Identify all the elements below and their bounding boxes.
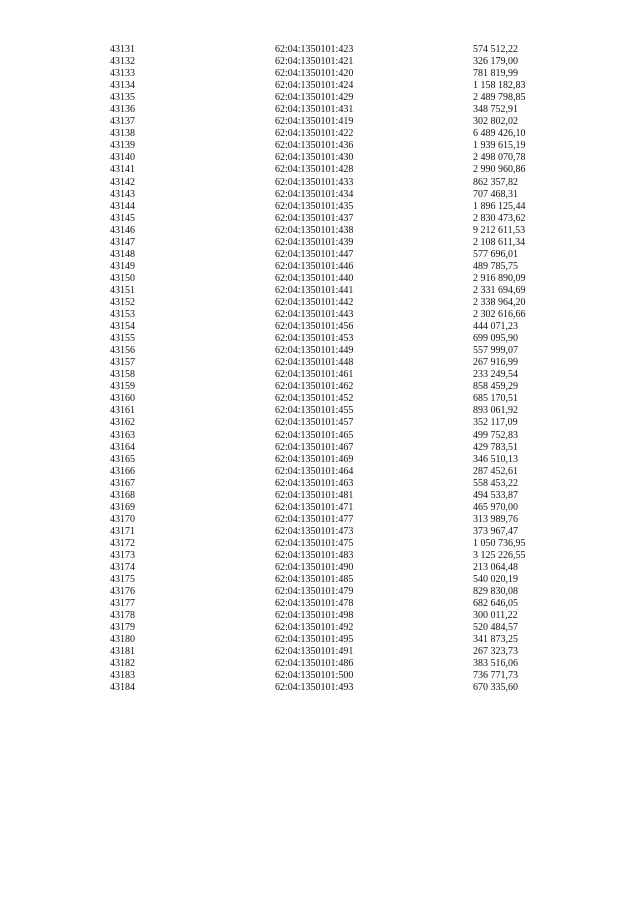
cadastral-value: 233 249,54 bbox=[473, 369, 518, 381]
table-row bbox=[0, 116, 640, 128]
table-row bbox=[0, 189, 640, 201]
table-row bbox=[0, 56, 640, 68]
row-number: 43140 bbox=[110, 152, 135, 164]
cadastral-number: 62:04:1350101:440 bbox=[275, 272, 354, 284]
cadastral-number: 62:04:1350101:498 bbox=[275, 610, 354, 622]
table-row bbox=[0, 622, 640, 634]
cadastral-value: 707 468,31 bbox=[473, 188, 518, 200]
cadastral-value: 9 212 611,53 bbox=[473, 224, 526, 236]
row-number: 43169 bbox=[110, 501, 135, 513]
cadastral-value: 489 785,75 bbox=[473, 260, 518, 272]
row-number: 43136 bbox=[110, 104, 135, 116]
cadastral-number: 62:04:1350101:424 bbox=[275, 80, 354, 92]
table-row bbox=[0, 152, 640, 164]
cadastral-number: 62:04:1350101:475 bbox=[275, 537, 354, 549]
table-row bbox=[0, 574, 640, 586]
cadastral-number: 62:04:1350101:478 bbox=[275, 598, 354, 610]
table-row bbox=[0, 177, 640, 189]
cadastral-value: 494 533,87 bbox=[473, 489, 518, 501]
cadastral-number: 62:04:1350101:490 bbox=[275, 562, 354, 574]
cadastral-value: 2 830 473,62 bbox=[473, 212, 526, 224]
cadastral-number: 62:04:1350101:435 bbox=[275, 200, 354, 212]
table-row bbox=[0, 682, 640, 694]
row-number: 43137 bbox=[110, 116, 135, 128]
row-number: 43141 bbox=[110, 164, 135, 176]
table-row bbox=[0, 670, 640, 682]
cadastral-value: 558 453,22 bbox=[473, 477, 518, 489]
cadastral-number: 62:04:1350101:500 bbox=[275, 670, 354, 682]
table-row bbox=[0, 80, 640, 92]
row-number: 43163 bbox=[110, 429, 135, 441]
table-row bbox=[0, 249, 640, 261]
cadastral-value: 1 939 615,19 bbox=[473, 140, 526, 152]
row-number: 43173 bbox=[110, 549, 135, 561]
cadastral-value: 326 179,00 bbox=[473, 56, 518, 68]
table-row bbox=[0, 357, 640, 369]
cadastral-value: 313 989,76 bbox=[473, 513, 518, 525]
cadastral-number: 62:04:1350101:469 bbox=[275, 453, 354, 465]
row-number: 43182 bbox=[110, 658, 135, 670]
table-row bbox=[0, 562, 640, 574]
cadastral-value: 699 095,90 bbox=[473, 333, 518, 345]
cadastral-number: 62:04:1350101:447 bbox=[275, 248, 354, 260]
row-number: 43179 bbox=[110, 622, 135, 634]
cadastral-value: 6 489 426,10 bbox=[473, 128, 526, 140]
table-row bbox=[0, 333, 640, 345]
cadastral-number: 62:04:1350101:436 bbox=[275, 140, 354, 152]
table-row bbox=[0, 514, 640, 526]
table-row bbox=[0, 381, 640, 393]
cadastral-value: 2 990 960,86 bbox=[473, 164, 526, 176]
cadastral-number: 62:04:1350101:486 bbox=[275, 658, 354, 670]
cadastral-value: 267 323,73 bbox=[473, 646, 518, 658]
row-number: 43138 bbox=[110, 128, 135, 140]
cadastral-value: 2 108 611,34 bbox=[473, 236, 526, 248]
row-number: 43159 bbox=[110, 381, 135, 393]
row-number: 43177 bbox=[110, 598, 135, 610]
cadastral-value: 862 357,82 bbox=[473, 176, 518, 188]
table-row bbox=[0, 128, 640, 140]
cadastral-number: 62:04:1350101:438 bbox=[275, 224, 354, 236]
row-number: 43142 bbox=[110, 176, 135, 188]
cadastral-value: 352 117,09 bbox=[473, 417, 518, 429]
row-number: 43146 bbox=[110, 224, 135, 236]
cadastral-number: 62:04:1350101:422 bbox=[275, 128, 354, 140]
table-row bbox=[0, 454, 640, 466]
table-row bbox=[0, 610, 640, 622]
table-row bbox=[0, 201, 640, 213]
cadastral-value: 213 064,48 bbox=[473, 562, 518, 574]
row-number: 43145 bbox=[110, 212, 135, 224]
table-row bbox=[0, 273, 640, 285]
cadastral-value: 574 512,22 bbox=[473, 44, 518, 55]
table-row bbox=[0, 369, 640, 381]
cadastral-value: 2 916 890,09 bbox=[473, 272, 526, 284]
row-number: 43164 bbox=[110, 441, 135, 453]
row-number: 43134 bbox=[110, 80, 135, 92]
row-number: 43154 bbox=[110, 321, 135, 333]
cadastral-value: 2 498 070,78 bbox=[473, 152, 526, 164]
table-row bbox=[0, 104, 640, 116]
row-number: 43131 bbox=[110, 44, 135, 55]
row-number: 43174 bbox=[110, 562, 135, 574]
row-number: 43178 bbox=[110, 610, 135, 622]
row-number: 43156 bbox=[110, 345, 135, 357]
table-row bbox=[0, 658, 640, 670]
row-number: 43162 bbox=[110, 417, 135, 429]
table-row bbox=[0, 466, 640, 478]
cadastral-number: 62:04:1350101:461 bbox=[275, 369, 354, 381]
table-row bbox=[0, 646, 640, 658]
cadastral-number: 62:04:1350101:433 bbox=[275, 176, 354, 188]
cadastral-value: 781 819,99 bbox=[473, 68, 518, 80]
table-row bbox=[0, 586, 640, 598]
cadastral-value: 2 302 616,66 bbox=[473, 309, 526, 321]
cadastral-value: 287 452,61 bbox=[473, 465, 518, 477]
cadastral-number: 62:04:1350101:452 bbox=[275, 393, 354, 405]
cadastral-number: 62:04:1350101:495 bbox=[275, 634, 354, 646]
row-number: 43155 bbox=[110, 333, 135, 345]
cadastral-value: 682 646,05 bbox=[473, 598, 518, 610]
row-number: 43135 bbox=[110, 92, 135, 104]
cadastral-number: 62:04:1350101:442 bbox=[275, 296, 354, 308]
table-row bbox=[0, 393, 640, 405]
row-number: 43168 bbox=[110, 489, 135, 501]
row-number: 43144 bbox=[110, 200, 135, 212]
cadastral-value: 1 050 736,95 bbox=[473, 537, 526, 549]
table-row bbox=[0, 345, 640, 357]
cadastral-value: 499 752,83 bbox=[473, 429, 518, 441]
table-row bbox=[0, 502, 640, 514]
table-row bbox=[0, 490, 640, 502]
cadastral-number: 62:04:1350101:443 bbox=[275, 309, 354, 321]
row-number: 43184 bbox=[110, 682, 135, 694]
cadastral-number: 62:04:1350101:430 bbox=[275, 152, 354, 164]
cadastral-number: 62:04:1350101:473 bbox=[275, 525, 354, 537]
cadastral-value: 348 752,91 bbox=[473, 104, 518, 116]
cadastral-number: 62:04:1350101:439 bbox=[275, 236, 354, 248]
cadastral-value: 429 783,51 bbox=[473, 441, 518, 453]
cadastral-value: 858 459,29 bbox=[473, 381, 518, 393]
cadastral-number: 62:04:1350101:492 bbox=[275, 622, 354, 634]
cadastral-number: 62:04:1350101:428 bbox=[275, 164, 354, 176]
cadastral-number: 62:04:1350101:471 bbox=[275, 501, 354, 513]
cadastral-number: 62:04:1350101:479 bbox=[275, 586, 354, 598]
cadastral-value: 300 011,22 bbox=[473, 610, 518, 622]
table-row bbox=[0, 237, 640, 249]
table-row bbox=[0, 285, 640, 297]
cadastral-number: 62:04:1350101:456 bbox=[275, 321, 354, 333]
cadastral-number: 62:04:1350101:483 bbox=[275, 549, 354, 561]
cadastral-value: 1 896 125,44 bbox=[473, 200, 526, 212]
row-number: 43147 bbox=[110, 236, 135, 248]
row-number: 43139 bbox=[110, 140, 135, 152]
cadastral-number: 62:04:1350101:434 bbox=[275, 188, 354, 200]
cadastral-value: 383 516,06 bbox=[473, 658, 518, 670]
row-number: 43176 bbox=[110, 586, 135, 598]
table-row bbox=[0, 538, 640, 550]
cadastral-value: 3 125 226,55 bbox=[473, 549, 526, 561]
row-number: 43175 bbox=[110, 574, 135, 586]
cadastral-number: 62:04:1350101:455 bbox=[275, 405, 354, 417]
table-row bbox=[0, 164, 640, 176]
cadastral-value: 444 071,23 bbox=[473, 321, 518, 333]
cadastral-number: 62:04:1350101:429 bbox=[275, 92, 354, 104]
table-row bbox=[0, 44, 640, 56]
table-row bbox=[0, 261, 640, 273]
table-row bbox=[0, 68, 640, 80]
cadastral-number: 62:04:1350101:462 bbox=[275, 381, 354, 393]
cadastral-value: 736 771,73 bbox=[473, 670, 518, 682]
table-row bbox=[0, 634, 640, 646]
row-number: 43170 bbox=[110, 513, 135, 525]
cadastral-value: 2 338 964,20 bbox=[473, 296, 526, 308]
row-number: 43132 bbox=[110, 56, 135, 68]
cadastral-value: 520 484,57 bbox=[473, 622, 518, 634]
cadastral-value: 2 489 798,85 bbox=[473, 92, 526, 104]
cadastral-number: 62:04:1350101:441 bbox=[275, 284, 354, 296]
cadastral-value: 557 999,07 bbox=[473, 345, 518, 357]
cadastral-value: 346 510,13 bbox=[473, 453, 518, 465]
row-number: 43149 bbox=[110, 260, 135, 272]
cadastral-number: 62:04:1350101:437 bbox=[275, 212, 354, 224]
cadastral-value-table bbox=[0, 44, 640, 695]
row-number: 43181 bbox=[110, 646, 135, 658]
cadastral-number: 62:04:1350101:493 bbox=[275, 682, 354, 694]
cadastral-value: 302 802,02 bbox=[473, 116, 518, 128]
table-row bbox=[0, 417, 640, 429]
row-number: 43166 bbox=[110, 465, 135, 477]
cadastral-value: 540 020,19 bbox=[473, 574, 518, 586]
cadastral-number: 62:04:1350101:420 bbox=[275, 68, 354, 80]
cadastral-number: 62:04:1350101:477 bbox=[275, 513, 354, 525]
table-row bbox=[0, 297, 640, 309]
cadastral-value: 465 970,00 bbox=[473, 501, 518, 513]
row-number: 43172 bbox=[110, 537, 135, 549]
row-number: 43171 bbox=[110, 525, 135, 537]
table-row bbox=[0, 225, 640, 237]
cadastral-number: 62:04:1350101:423 bbox=[275, 44, 354, 55]
cadastral-value: 829 830,08 bbox=[473, 586, 518, 598]
cadastral-number: 62:04:1350101:453 bbox=[275, 333, 354, 345]
cadastral-value: 685 170,51 bbox=[473, 393, 518, 405]
table-row bbox=[0, 442, 640, 454]
table-row bbox=[0, 526, 640, 538]
cadastral-value: 373 967,47 bbox=[473, 525, 518, 537]
cadastral-value: 670 335,60 bbox=[473, 682, 518, 694]
cadastral-number: 62:04:1350101:465 bbox=[275, 429, 354, 441]
table-row bbox=[0, 213, 640, 225]
cadastral-value: 341 873,25 bbox=[473, 634, 518, 646]
row-number: 43157 bbox=[110, 357, 135, 369]
row-number: 43167 bbox=[110, 477, 135, 489]
table-row bbox=[0, 140, 640, 152]
cadastral-value: 267 916,99 bbox=[473, 357, 518, 369]
cadastral-number: 62:04:1350101:421 bbox=[275, 56, 354, 68]
cadastral-number: 62:04:1350101:449 bbox=[275, 345, 354, 357]
cadastral-value: 577 696,01 bbox=[473, 248, 518, 260]
table-row bbox=[0, 598, 640, 610]
row-number: 43158 bbox=[110, 369, 135, 381]
cadastral-number: 62:04:1350101:419 bbox=[275, 116, 354, 128]
table-row bbox=[0, 321, 640, 333]
cadastral-number: 62:04:1350101:446 bbox=[275, 260, 354, 272]
cadastral-number: 62:04:1350101:481 bbox=[275, 489, 354, 501]
cadastral-number: 62:04:1350101:431 bbox=[275, 104, 354, 116]
row-number: 43160 bbox=[110, 393, 135, 405]
cadastral-number: 62:04:1350101:463 bbox=[275, 477, 354, 489]
table-row bbox=[0, 430, 640, 442]
row-number: 43161 bbox=[110, 405, 135, 417]
row-number: 43152 bbox=[110, 296, 135, 308]
row-number: 43143 bbox=[110, 188, 135, 200]
row-number: 43150 bbox=[110, 272, 135, 284]
row-number: 43153 bbox=[110, 309, 135, 321]
row-number: 43151 bbox=[110, 284, 135, 296]
cadastral-number: 62:04:1350101:457 bbox=[275, 417, 354, 429]
table-row bbox=[0, 309, 640, 321]
table-row bbox=[0, 92, 640, 104]
row-number: 43133 bbox=[110, 68, 135, 80]
cadastral-number: 62:04:1350101:467 bbox=[275, 441, 354, 453]
cadastral-number: 62:04:1350101:485 bbox=[275, 574, 354, 586]
cadastral-value: 2 331 694,69 bbox=[473, 284, 526, 296]
cadastral-number: 62:04:1350101:491 bbox=[275, 646, 354, 658]
cadastral-number: 62:04:1350101:464 bbox=[275, 465, 354, 477]
cadastral-number: 62:04:1350101:448 bbox=[275, 357, 354, 369]
cadastral-value: 1 158 182,83 bbox=[473, 80, 526, 92]
row-number: 43165 bbox=[110, 453, 135, 465]
row-number: 43183 bbox=[110, 670, 135, 682]
cadastral-value: 893 061,92 bbox=[473, 405, 518, 417]
row-number: 43180 bbox=[110, 634, 135, 646]
table-row bbox=[0, 405, 640, 417]
table-row bbox=[0, 478, 640, 490]
table-row bbox=[0, 550, 640, 562]
row-number: 43148 bbox=[110, 248, 135, 260]
